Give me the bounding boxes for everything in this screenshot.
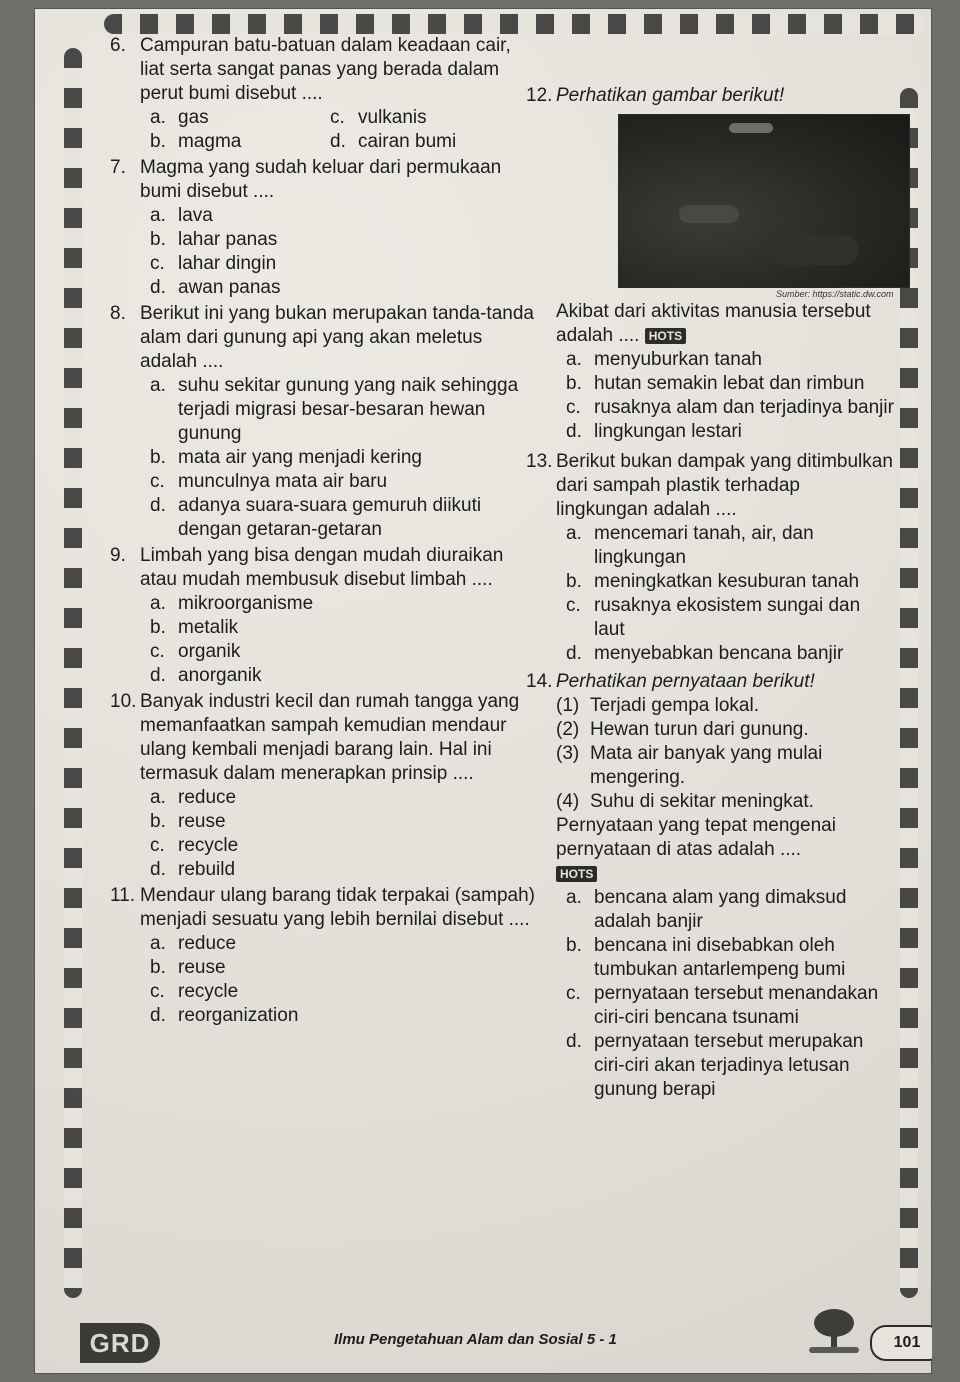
statement-item — [556, 694, 896, 718]
answer-option — [150, 980, 540, 1004]
option-letter: c. — [150, 835, 165, 856]
option-text: mencemari tanah, air, dan lingkungan — [594, 523, 814, 568]
option-letter: c. — [566, 397, 581, 418]
answer-option — [150, 592, 540, 616]
option-text: rebuild — [178, 859, 236, 880]
answer-option — [566, 594, 896, 642]
option-letter: d. — [330, 131, 346, 152]
question-number: 10. — [110, 691, 137, 712]
option-text: meningkatkan kesuburan tanah — [594, 571, 860, 592]
option-text: lahar panas — [178, 229, 278, 250]
answer-option — [150, 810, 540, 834]
option-text: recycle — [178, 835, 239, 856]
answer-option — [150, 228, 540, 252]
option-text: lava — [178, 205, 213, 226]
question-text: Berikut bukan dampak yang ditimbulkan dari sampah plastik terhadap lingkungan adalah .... — [556, 451, 893, 520]
statement-item — [556, 790, 896, 814]
statement-number: (3) — [556, 743, 580, 764]
answer-option — [150, 446, 540, 470]
option-row — [150, 130, 540, 154]
option-text: menyuburkan tanah — [594, 349, 762, 370]
answer-option — [150, 252, 540, 276]
question-text: Mendaur ulang barang tidak terpakai (sampah) menjadi sesuatu yang lebih bernilai disebut .... — [140, 885, 536, 930]
option-text: mata air yang menjadi kering — [178, 447, 422, 468]
question-text: Berikut ini yang bukan merupakan tanda-tanda alam dari gunung api yang akan meletus adalah .... — [140, 303, 534, 372]
book-title: Ilmu Pengetahuan Alam dan Sosial 5 - 1 — [334, 1331, 617, 1348]
question-number: 14. — [526, 671, 553, 692]
option-text: rusaknya alam dan terjadinya banjir — [594, 397, 894, 418]
answer-option — [150, 204, 540, 228]
option-text: reuse — [178, 811, 226, 832]
page-number: 101 — [870, 1325, 932, 1361]
option-letter: d. — [566, 643, 582, 664]
option-text: menyebabkan bencana banjir — [594, 643, 844, 664]
answer-option — [150, 664, 540, 688]
option-text: pernyataan tersebut merupakan ciri-ciri akan terjadinya letusan gunung berapi — [594, 1031, 864, 1100]
option-letter: c. — [566, 595, 581, 616]
option-letter: a. — [150, 205, 166, 226]
answer-option — [150, 640, 540, 664]
question — [110, 34, 540, 154]
answer-option — [150, 106, 330, 130]
question-number: 9. — [110, 545, 126, 566]
option-text: pernyataan tersebut menandakan ciri-ciri bencana tsunami — [594, 983, 879, 1028]
statement-item — [556, 742, 896, 790]
question-text: Magma yang sudah keluar dari permukaan bumi disebut .... — [140, 157, 502, 202]
answer-option — [330, 106, 510, 130]
option-letter: b. — [566, 935, 582, 956]
question-text: Perhatikan pernyataan berikut! — [556, 671, 815, 692]
answer-option — [566, 934, 896, 982]
statement-text: Suhu di sekitar meningkat. — [590, 791, 814, 812]
statement-item — [556, 718, 896, 742]
page-footer — [34, 1313, 932, 1373]
option-letter: d. — [566, 1031, 582, 1052]
answer-option — [150, 956, 540, 980]
answer-option — [150, 1004, 540, 1028]
option-text: awan panas — [178, 277, 281, 298]
statement-number: (1) — [556, 695, 580, 716]
option-text: vulkanis — [358, 107, 427, 128]
question-14 — [526, 670, 896, 1102]
question-number: 8. — [110, 303, 126, 324]
option-text: suhu sekitar gunung yang naik sehingga terjadi migrasi besar-besaran hewan gunung — [178, 375, 519, 444]
option-letter: c. — [150, 981, 165, 1002]
option-letter: b. — [150, 957, 166, 978]
option-text: recycle — [178, 981, 239, 1002]
option-text: cairan bumi — [358, 131, 457, 152]
answer-option — [566, 420, 896, 444]
photo-source: Sumber: https://static.dw.com — [776, 289, 894, 299]
option-text: lingkungan lestari — [594, 421, 742, 442]
worksheet-page — [34, 8, 932, 1374]
option-letter: d. — [150, 1005, 166, 1026]
answer-option — [150, 130, 330, 154]
question-number: 7. — [110, 157, 126, 178]
option-letter: c. — [150, 641, 165, 662]
question — [110, 690, 540, 882]
option-text: magma — [178, 131, 242, 152]
option-text: rusaknya ekosistem sungai dan laut — [594, 595, 861, 640]
option-text: mikroorganisme — [178, 593, 314, 614]
publisher-logo: GRD — [80, 1323, 160, 1363]
option-letter: a. — [150, 933, 166, 954]
answer-option — [150, 276, 540, 300]
answer-option — [566, 570, 896, 594]
option-letter: b. — [566, 571, 582, 592]
option-text: lahar dingin — [178, 253, 277, 274]
hots-badge: HOTS — [556, 866, 597, 882]
statement-number: (2) — [556, 719, 580, 740]
option-letter: b. — [150, 229, 166, 250]
option-letter: d. — [150, 665, 166, 686]
option-letter: b. — [150, 447, 166, 468]
answer-option — [150, 494, 540, 542]
option-text: bencana alam yang dimaksud adalah banjir — [594, 887, 847, 932]
answer-option — [566, 522, 896, 570]
option-letter: c. — [150, 471, 165, 492]
answer-option — [566, 642, 896, 666]
answer-option — [566, 886, 896, 934]
statement-number: (4) — [556, 791, 580, 812]
answer-option — [566, 1030, 896, 1102]
answer-option — [566, 372, 896, 396]
question — [110, 302, 540, 542]
option-letter: a. — [566, 523, 582, 544]
question-13 — [526, 450, 896, 666]
option-letter: b. — [566, 373, 582, 394]
hots-badge: HOTS — [645, 328, 686, 344]
answer-option — [150, 616, 540, 640]
option-letter: b. — [150, 617, 166, 638]
option-letter: d. — [150, 859, 166, 880]
option-letter: b. — [150, 131, 166, 152]
option-text: reduce — [178, 787, 237, 808]
question-stem: Pernyataan yang tepat mengenai pernyataan di atas adalah .... — [556, 815, 836, 860]
decorative-border-top — [104, 14, 924, 34]
option-letter: d. — [150, 495, 166, 516]
option-text: gas — [178, 107, 209, 128]
decorative-border-left — [64, 48, 82, 1298]
statement-text: Hewan turun dari gunung. — [590, 719, 809, 740]
option-text: reorganization — [178, 1005, 299, 1026]
option-letter: a. — [150, 375, 166, 396]
question-text: Campuran batu-batuan dalam keadaan cair, liat serta sangat panas yang berada dalam perut bumi disebut .... — [140, 35, 511, 104]
question-12 — [526, 84, 896, 444]
option-letter: a. — [150, 787, 166, 808]
answer-option — [330, 130, 510, 154]
question-text: Limbah yang bisa dengan mudah diuraikan atau mudah membusuk disebut limbah .... — [140, 545, 504, 590]
option-letter: c. — [330, 107, 345, 128]
question-text: Banyak industri kecil dan rumah tangga yang memanfaatkan sampah kemudian mendaur ulang kembali menjadi barang lain. Hal ini termasuk dalam menerapkan prinsip .... — [140, 691, 520, 784]
option-letter: d. — [566, 421, 582, 442]
answer-option — [566, 982, 896, 1030]
answer-option — [150, 834, 540, 858]
option-text: metalik — [178, 617, 239, 638]
question-number: 13. — [526, 451, 553, 472]
option-text: adanya suara-suara gemuruh diikuti dengan getaran-getaran — [178, 495, 482, 540]
answer-option — [566, 396, 896, 420]
question — [110, 884, 540, 1028]
option-letter: d. — [150, 277, 166, 298]
question — [110, 156, 540, 300]
answer-option — [150, 786, 540, 810]
option-row — [150, 106, 540, 130]
option-text: reduce — [178, 933, 237, 954]
statement-text: Mata air banyak yang mulai mengering. — [590, 743, 823, 788]
option-letter: a. — [566, 349, 582, 370]
answer-option — [150, 470, 540, 494]
question-number: 6. — [110, 35, 126, 56]
option-letter: c. — [150, 253, 165, 274]
option-text: anorganik — [178, 665, 262, 686]
option-letter: c. — [566, 983, 581, 1004]
deforestation-photo — [618, 114, 910, 288]
option-letter: b. — [150, 811, 166, 832]
tree-icon — [804, 1305, 864, 1355]
left-column — [110, 34, 540, 1030]
question-text: Perhatikan gambar berikut! — [556, 85, 785, 106]
question-number: 11. — [110, 885, 136, 906]
option-text: munculnya mata air baru — [178, 471, 388, 492]
answer-option — [150, 932, 540, 956]
option-letter: a. — [566, 887, 582, 908]
answer-option — [150, 858, 540, 882]
right-column — [526, 84, 896, 1104]
answer-option — [566, 348, 896, 372]
option-text: reuse — [178, 957, 226, 978]
question-number: 12. — [526, 85, 553, 106]
option-letter: a. — [150, 107, 166, 128]
answer-option — [150, 374, 540, 446]
question — [110, 544, 540, 688]
option-text: bencana ini disebabkan oleh tumbukan antarlempeng bumi — [594, 935, 846, 980]
statement-text: Terjadi gempa lokal. — [590, 695, 759, 716]
option-text: hutan semakin lebat dan rimbun — [594, 373, 865, 394]
option-letter: a. — [150, 593, 166, 614]
question-stem: Akibat dari aktivitas manusia tersebut adalah .... HOTS — [556, 301, 871, 346]
option-text: organik — [178, 641, 241, 662]
